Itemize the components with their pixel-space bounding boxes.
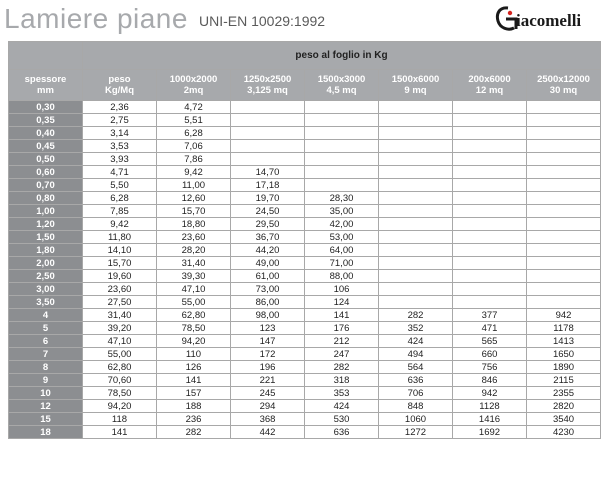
weight-cell xyxy=(305,166,379,179)
table-row xyxy=(9,153,601,166)
weight-cell: 282 xyxy=(379,309,453,322)
table-row xyxy=(9,426,601,439)
weight-cell: 1416 xyxy=(453,413,527,426)
weight-cell: 106 xyxy=(305,283,379,296)
thickness-cell: 10 xyxy=(9,387,83,400)
weight-cell: 3,14 xyxy=(83,127,157,140)
table-row xyxy=(9,413,601,426)
weight-cell: 64,00 xyxy=(305,244,379,257)
weight-cell: 70,60 xyxy=(83,374,157,387)
weight-cell: 141 xyxy=(157,374,231,387)
weight-cell: 39,20 xyxy=(83,322,157,335)
weight-cell: 1178 xyxy=(527,322,601,335)
weight-cell xyxy=(305,179,379,192)
weight-cell xyxy=(527,257,601,270)
weight-cell xyxy=(379,114,453,127)
weight-cell xyxy=(305,153,379,166)
table-row xyxy=(9,400,601,413)
weight-cell: 471 xyxy=(453,322,527,335)
weight-cell: 35,00 xyxy=(305,205,379,218)
weight-cell: 6,28 xyxy=(157,127,231,140)
weight-cell xyxy=(453,179,527,192)
giacomelli-logo xyxy=(494,4,604,34)
table-row xyxy=(9,140,601,153)
weight-cell: 442 xyxy=(231,426,305,439)
weight-cell: 3,93 xyxy=(83,153,157,166)
weight-cell: 18,80 xyxy=(157,218,231,231)
column-header-label: 2500x12000 xyxy=(537,74,590,85)
weight-cell: 1272 xyxy=(379,426,453,439)
weight-cell: 942 xyxy=(453,387,527,400)
weight-cell: 55,00 xyxy=(83,348,157,361)
weight-cell: 5,51 xyxy=(157,114,231,127)
weight-cell xyxy=(527,101,601,114)
weight-cell: 39,30 xyxy=(157,270,231,283)
weight-cell: 62,80 xyxy=(83,361,157,374)
weight-cell: 42,00 xyxy=(305,218,379,231)
thickness-cell: 0,80 xyxy=(9,192,83,205)
weight-cell xyxy=(527,153,601,166)
column-header xyxy=(453,70,527,101)
weight-cell xyxy=(527,218,601,231)
weight-cell: 1890 xyxy=(527,361,601,374)
table-row xyxy=(9,348,601,361)
weight-cell: 4,71 xyxy=(83,166,157,179)
table-row xyxy=(9,192,601,205)
weight-cell: 88,00 xyxy=(305,270,379,283)
weight-cell: 19,60 xyxy=(83,270,157,283)
weight-cell: 62,80 xyxy=(157,309,231,322)
weight-cell: 1060 xyxy=(379,413,453,426)
weight-cell: 141 xyxy=(83,426,157,439)
weight-cell: 78,50 xyxy=(83,387,157,400)
weight-cell: 27,50 xyxy=(83,296,157,309)
weight-cell: 28,30 xyxy=(305,192,379,205)
table-row xyxy=(9,257,601,270)
table-body xyxy=(9,101,601,439)
weight-cell xyxy=(379,283,453,296)
weight-cell: 756 xyxy=(453,361,527,374)
weight-cell: 942 xyxy=(527,309,601,322)
column-header xyxy=(83,70,157,101)
table-row xyxy=(9,361,601,374)
weight-cell: 564 xyxy=(379,361,453,374)
table-row xyxy=(9,179,601,192)
weight-cell: 5,50 xyxy=(83,179,157,192)
weight-cell: 141 xyxy=(305,309,379,322)
table-row xyxy=(9,309,601,322)
table-row xyxy=(9,270,601,283)
column-header-label: 200x6000 xyxy=(468,74,511,85)
weight-cell: 236 xyxy=(157,413,231,426)
column-header-label: peso xyxy=(108,74,131,85)
column-header-label: 1500x6000 xyxy=(391,74,440,85)
weight-cell xyxy=(379,218,453,231)
weight-cell xyxy=(453,270,527,283)
weight-cell xyxy=(527,270,601,283)
weight-cell: 55,00 xyxy=(157,296,231,309)
weight-cell: 245 xyxy=(231,387,305,400)
weight-cell: 2,36 xyxy=(83,101,157,114)
column-header-label: spessore xyxy=(24,74,67,85)
weight-cell: 706 xyxy=(379,387,453,400)
weight-cell: 47,10 xyxy=(157,283,231,296)
weight-cell: 14,70 xyxy=(231,166,305,179)
weight-cell: 124 xyxy=(305,296,379,309)
weight-cell: 2,75 xyxy=(83,114,157,127)
weight-cell xyxy=(379,244,453,257)
column-header xyxy=(9,70,83,101)
column-header xyxy=(157,70,231,101)
weight-cell: 294 xyxy=(231,400,305,413)
weight-cell: 7,85 xyxy=(83,205,157,218)
weight-cell: 494 xyxy=(379,348,453,361)
weight-cell xyxy=(453,140,527,153)
table-row xyxy=(9,322,601,335)
weight-cell xyxy=(305,127,379,140)
weight-cell: 1413 xyxy=(527,335,601,348)
column-header-unit: mm xyxy=(37,85,54,96)
thickness-cell: 1,20 xyxy=(9,218,83,231)
weight-cell: 530 xyxy=(305,413,379,426)
weight-cell xyxy=(379,179,453,192)
weight-cell xyxy=(453,153,527,166)
weight-cell xyxy=(453,218,527,231)
weight-cell xyxy=(379,270,453,283)
table-row xyxy=(9,127,601,140)
table-banner: peso al foglio in Kg xyxy=(83,42,601,70)
weight-cell xyxy=(379,257,453,270)
weight-cell: 565 xyxy=(453,335,527,348)
weight-cell: 9,42 xyxy=(157,166,231,179)
weight-cell: 53,00 xyxy=(305,231,379,244)
weight-cell: 28,20 xyxy=(157,244,231,257)
thickness-cell: 2,00 xyxy=(9,257,83,270)
weight-cell: 282 xyxy=(305,361,379,374)
weight-cell xyxy=(453,283,527,296)
table-row xyxy=(9,101,601,114)
weight-cell xyxy=(379,153,453,166)
weight-cell: 11,80 xyxy=(83,231,157,244)
weight-cell: 98,00 xyxy=(231,309,305,322)
weight-cell: 9,42 xyxy=(83,218,157,231)
weight-cell: 12,60 xyxy=(157,192,231,205)
weight-cell xyxy=(527,140,601,153)
column-header-unit: Kg/Mq xyxy=(104,85,135,96)
weight-cell: 282 xyxy=(157,426,231,439)
weight-cell xyxy=(231,127,305,140)
weight-cell: 368 xyxy=(231,413,305,426)
column-header-unit: 30 mq xyxy=(549,85,578,96)
weight-cell xyxy=(527,192,601,205)
weight-cell: 44,20 xyxy=(231,244,305,257)
weight-cell xyxy=(379,101,453,114)
weight-cell: 15,70 xyxy=(83,257,157,270)
weight-cell: 2355 xyxy=(527,387,601,400)
column-header-label: 1000x2000 xyxy=(169,74,218,85)
thickness-cell: 2,50 xyxy=(9,270,83,283)
table-row xyxy=(9,231,601,244)
weight-cell xyxy=(231,114,305,127)
weight-cell: 2115 xyxy=(527,374,601,387)
thickness-cell: 7 xyxy=(9,348,83,361)
weight-cell: 636 xyxy=(379,374,453,387)
thickness-cell: 6 xyxy=(9,335,83,348)
weight-cell xyxy=(379,231,453,244)
weight-cell: 636 xyxy=(305,426,379,439)
weight-cell: 23,60 xyxy=(157,231,231,244)
weight-cell xyxy=(379,127,453,140)
column-header xyxy=(379,70,453,101)
weight-cell xyxy=(453,192,527,205)
weight-cell: 19,70 xyxy=(231,192,305,205)
weight-cell: 7,86 xyxy=(157,153,231,166)
weight-cell: 318 xyxy=(305,374,379,387)
page-header xyxy=(0,0,606,40)
table-row xyxy=(9,387,601,400)
weight-cell xyxy=(527,114,601,127)
thickness-cell: 15 xyxy=(9,413,83,426)
logo-text: iacomelli xyxy=(516,11,582,30)
weight-cell: 73,00 xyxy=(231,283,305,296)
column-header xyxy=(305,70,379,101)
weight-cell: 353 xyxy=(305,387,379,400)
column-headers xyxy=(9,70,601,101)
weight-cell: 110 xyxy=(157,348,231,361)
header-corner xyxy=(9,42,83,70)
weight-cell: 11,00 xyxy=(157,179,231,192)
weight-cell xyxy=(231,101,305,114)
weight-cell xyxy=(453,296,527,309)
table-row xyxy=(9,205,601,218)
weight-cell: 126 xyxy=(157,361,231,374)
weight-cell xyxy=(379,192,453,205)
weight-cell: 49,00 xyxy=(231,257,305,270)
weight-cell xyxy=(453,244,527,257)
weight-cell: 94,20 xyxy=(83,400,157,413)
weight-cell xyxy=(305,114,379,127)
weight-cell: 123 xyxy=(231,322,305,335)
weight-cell xyxy=(305,101,379,114)
weight-cell xyxy=(453,166,527,179)
weight-cell xyxy=(453,114,527,127)
table-row xyxy=(9,244,601,257)
weight-cell xyxy=(379,296,453,309)
weight-cell: 1650 xyxy=(527,348,601,361)
page-title: Lamiere piane xyxy=(4,3,188,34)
weight-cell: 23,60 xyxy=(83,283,157,296)
weight-cell: 848 xyxy=(379,400,453,413)
weight-cell: 157 xyxy=(157,387,231,400)
weight-cell xyxy=(527,127,601,140)
weight-cell: 61,00 xyxy=(231,270,305,283)
column-header-unit: 3,125 mq xyxy=(247,85,288,96)
weight-cell: 71,00 xyxy=(305,257,379,270)
weight-cell: 212 xyxy=(305,335,379,348)
thickness-cell: 18 xyxy=(9,426,83,439)
weight-cell: 196 xyxy=(231,361,305,374)
weight-cell: 247 xyxy=(305,348,379,361)
weight-cell xyxy=(453,257,527,270)
weight-cell: 1128 xyxy=(453,400,527,413)
weight-cell: 172 xyxy=(231,348,305,361)
thickness-cell: 12 xyxy=(9,400,83,413)
thickness-cell: 0,50 xyxy=(9,153,83,166)
weight-cell: 1692 xyxy=(453,426,527,439)
norm-reference: UNI-EN 10029:1992 xyxy=(199,13,326,29)
column-header-unit: 4,5 mq xyxy=(326,85,357,96)
weight-cell xyxy=(379,166,453,179)
weight-cell xyxy=(453,101,527,114)
weight-cell xyxy=(305,140,379,153)
weight-cell: 221 xyxy=(231,374,305,387)
thickness-cell: 1,50 xyxy=(9,231,83,244)
thickness-cell: 5 xyxy=(9,322,83,335)
weight-cell: 846 xyxy=(453,374,527,387)
weight-cell xyxy=(527,283,601,296)
weight-cell xyxy=(527,231,601,244)
weight-cell: 2820 xyxy=(527,400,601,413)
weight-cell: 24,50 xyxy=(231,205,305,218)
column-header-label: 1500x3000 xyxy=(317,74,366,85)
column-header-unit: 12 mq xyxy=(475,85,504,96)
thickness-cell: 0,70 xyxy=(9,179,83,192)
table-row xyxy=(9,335,601,348)
thickness-cell: 0,35 xyxy=(9,114,83,127)
thickness-cell: 0,30 xyxy=(9,101,83,114)
weight-cell xyxy=(527,205,601,218)
column-header-unit: 9 mq xyxy=(404,85,427,96)
weight-cell xyxy=(453,231,527,244)
weight-cell: 78,50 xyxy=(157,322,231,335)
weight-cell xyxy=(453,205,527,218)
weight-cell: 94,20 xyxy=(157,335,231,348)
weight-cell: 4230 xyxy=(527,426,601,439)
weight-table xyxy=(8,41,601,439)
weight-cell xyxy=(453,127,527,140)
weight-cell: 118 xyxy=(83,413,157,426)
weight-cell: 660 xyxy=(453,348,527,361)
weight-cell xyxy=(231,153,305,166)
weight-cell: 352 xyxy=(379,322,453,335)
column-header xyxy=(231,70,305,101)
weight-cell: 424 xyxy=(379,335,453,348)
weight-cell: 6,28 xyxy=(83,192,157,205)
column-header xyxy=(527,70,601,101)
weight-cell: 3,53 xyxy=(83,140,157,153)
weight-cell: 17,18 xyxy=(231,179,305,192)
thickness-cell: 9 xyxy=(9,374,83,387)
thickness-cell: 4 xyxy=(9,309,83,322)
weight-cell: 147 xyxy=(231,335,305,348)
table-row xyxy=(9,283,601,296)
table-row xyxy=(9,218,601,231)
weight-cell: 15,70 xyxy=(157,205,231,218)
weight-cell: 86,00 xyxy=(231,296,305,309)
weight-cell: 4,72 xyxy=(157,101,231,114)
weight-cell xyxy=(379,140,453,153)
thickness-cell: 0,40 xyxy=(9,127,83,140)
table-row xyxy=(9,296,601,309)
weight-cell: 176 xyxy=(305,322,379,335)
weight-cell: 29,50 xyxy=(231,218,305,231)
thickness-cell: 1,80 xyxy=(9,244,83,257)
weight-cell xyxy=(379,205,453,218)
weight-cell xyxy=(527,244,601,257)
weight-cell: 31,40 xyxy=(83,309,157,322)
thickness-cell: 0,45 xyxy=(9,140,83,153)
thickness-cell: 3,50 xyxy=(9,296,83,309)
weight-cell xyxy=(527,296,601,309)
thickness-cell: 1,00 xyxy=(9,205,83,218)
weight-cell xyxy=(231,140,305,153)
thickness-cell: 8 xyxy=(9,361,83,374)
weight-cell: 36,70 xyxy=(231,231,305,244)
weight-cell xyxy=(527,166,601,179)
weight-cell: 377 xyxy=(453,309,527,322)
column-header-label: 1250x2500 xyxy=(243,74,292,85)
weight-cell: 3540 xyxy=(527,413,601,426)
table-row xyxy=(9,374,601,387)
weight-cell: 424 xyxy=(305,400,379,413)
column-header-unit: 2mq xyxy=(183,85,204,96)
weight-cell: 188 xyxy=(157,400,231,413)
weight-cell: 31,40 xyxy=(157,257,231,270)
thickness-cell: 3,00 xyxy=(9,283,83,296)
table-row xyxy=(9,114,601,127)
weight-cell: 47,10 xyxy=(83,335,157,348)
table-row xyxy=(9,166,601,179)
weight-cell: 7,06 xyxy=(157,140,231,153)
thickness-cell: 0,60 xyxy=(9,166,83,179)
weight-cell: 14,10 xyxy=(83,244,157,257)
weight-cell xyxy=(527,179,601,192)
